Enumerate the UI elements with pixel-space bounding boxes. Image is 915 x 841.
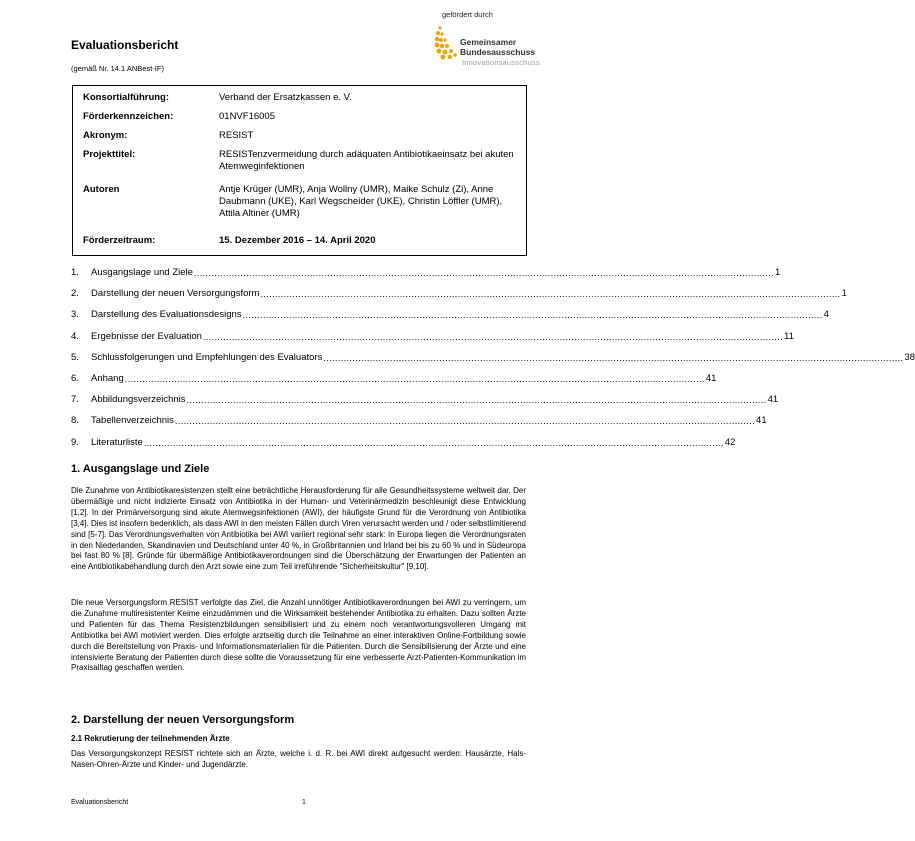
section-2-1-heading: 2.1 Rekrutierung der teilnehmenden Ärzte	[71, 734, 230, 743]
section-1-paragraph-2: Die neue Versorgungsform RESIST verfolgte das Ziel, die Anzahl unnötiger Antibiotikaverordnungen bei AWI zu verringern, um die Zunahme multiresistenter Keime einzudämmen und die Wirksamkeit bestehender Antibiotika zu erhalten. Dazu sollten Ärzte und Patienten für das Thema Resistenzbildungen sensibilisiert und zu einem noch verantwortungsvolleren Umgang mit Antibiotika bei AWI motiviert werden. Dies erfolgte arztseitig durch die Teilnahme an einer interaktiven Online-Fortbildung sowie durch die Bereitstellung von Praxis- und Informationsmaterialien für die Patienten. Durch die Sensibilisierung der Ärzte und eine intensivierte Beratung der Patienten durch diese sollte die Voraussetzung für eine verbesserte Arzt-Patienten-Kommunikation im Praxisalltag geschaffen werden.	[71, 598, 526, 673]
toc-number: 2.	[71, 288, 79, 300]
info-label: Förderzeitraum:	[83, 235, 156, 246]
toc-page-number: 4	[823, 309, 829, 321]
toc-page-number: 41	[705, 373, 717, 384]
toc-page-number: 1	[841, 288, 847, 300]
toc-leader-dots: ........................................................................................................................................................................................................	[174, 416, 756, 427]
info-label: Autoren	[83, 184, 120, 195]
toc-title: Abbildungsverzeichnis	[91, 394, 186, 406]
logo-name-line1: Gemeinsamer	[460, 37, 517, 47]
footer-page-number: 1	[302, 799, 306, 806]
toc-page-number: 1	[775, 267, 781, 278]
toc-leader-dots: ........................................................................................................................................................................................................	[124, 374, 705, 384]
project-info-box	[72, 85, 527, 256]
toc-entry[interactable]	[71, 308, 829, 322]
toc-page-number: 41	[756, 415, 767, 427]
info-label: Konsortialführung:	[83, 92, 170, 103]
toc-title: Anhang	[91, 373, 124, 384]
toc-leader-dots: ........................................................................................................................................................................................................	[186, 395, 767, 406]
toc-leader-dots: ........................................................................................................................................................................................................	[202, 331, 784, 342]
toc-title: Tabellenverzeichnis	[91, 415, 174, 427]
toc-title: Schlussfolgerungen und Empfehlungen des Evaluators	[91, 351, 323, 363]
info-value: RESISTenzvermeidung durch adäquaten Antibiotikaeinsatz bei akuten Atemweginfektionen	[219, 149, 514, 172]
toc-entry[interactable]	[71, 393, 779, 407]
info-value: Verband der Ersatzkassen e. V.	[219, 92, 352, 103]
toc-entry[interactable]	[71, 414, 767, 428]
toc-leader-dots: ........................................................................................................................................................................................................	[193, 268, 775, 278]
logo-name	[460, 38, 535, 57]
toc-number: 1.	[71, 267, 79, 278]
toc-title: Darstellung der neuen Versorgungsform	[91, 288, 260, 300]
document-title: Evaluationsbericht	[71, 38, 179, 52]
logo-name-line2: Bundesausschuss	[460, 46, 536, 57]
toc-number: 8.	[71, 415, 79, 427]
toc-entry[interactable]	[71, 351, 915, 365]
toc-number: 4.	[71, 330, 79, 342]
section-2-heading: 2. Darstellung der neuen Versorgungsform	[71, 714, 295, 726]
toc-entry[interactable]	[71, 287, 847, 301]
toc-page-number: 42	[724, 436, 736, 448]
info-label: Projekttitel:	[83, 149, 136, 160]
toc-entry[interactable]	[71, 330, 794, 344]
toc-number: 9.	[71, 436, 79, 448]
info-value: 01NVF16005	[219, 111, 275, 122]
toc-leader-dots: ........................................................................................................................................................................................................	[323, 352, 904, 363]
toc-entry[interactable]	[71, 266, 781, 280]
toc-title: Ausgangslage und Ziele	[91, 267, 193, 278]
toc-number: 3.	[71, 309, 79, 321]
info-label: Förderkennzeichen:	[83, 111, 174, 122]
toc-page-number: 41	[767, 394, 779, 406]
info-value: RESIST	[219, 130, 254, 141]
info-value: Antje Krüger (UMR), Anja Wollny (UMR), Maike Schulz (Zi), Anne Daubmann (UKE), Karl Wegscheider (UKE), Christin Löffler (UMR), Attila Altiner (UMR)	[219, 184, 503, 219]
info-label: Akronym:	[83, 130, 128, 141]
section-1-heading: 1. Ausgangslage und Ziele	[71, 463, 210, 475]
section-1-paragraph-1: Die Zunahme von Antibiotikaresistenzen stellt eine beträchtliche Herausforderung für alle Gesundheitssysteme weltweit dar. Der übermäßige und nicht indizierte Einsatz von Antibiotika in der Human- und Veterinärmedizin beschleunigt diese Entwicklung [1,2]. In der Primärversorgung sind akute Atemwegsinfektionen (AWI), der häufigste Grund für die Verordnung von Antibiotika [3,4]. Dies ist insofern bedenklich, als dass AWI in den meisten Fällen durch Viren verursacht werden und / oder selbstlimitierend sind [5-7]. Das Verordnungsverhalten von Antibiotika bei AWI variiert regional sehr stark: In Europa liegen die Verordnungsraten in den Niederlanden, Skandinavien und Deutschland unter 40 %, in Großbritannien und Irland bei bis zu 60 % und in Südeuropa bei fast 80 % [8]. Gründe für übermäßige Antibiotikaverordnungen sind die Überschätzung der Erwartungen der Patienten an eine Antibiotikabehandlung durch den Arzt sowie eine zum Teil irreführende "Sicherheitskultur" [9,10].	[71, 486, 526, 572]
toc-leader-dots: ........................................................................................................................................................................................................	[260, 289, 841, 300]
toc-number: 5.	[71, 351, 79, 363]
toc-leader-dots: ........................................................................................................................................................................................................	[242, 310, 823, 321]
section-2-paragraph-1: Das Versorgungskonzept RESIST richtete sich an Ärzte, welche i. d. R. bei AWI direkt aufgesucht werden: Hausärzte, Hals-Nasen-Ohren-Ärzte und Kinder- und Jugendärzte.	[71, 749, 526, 769]
toc-title: Ergebnisse der Evaluation	[91, 330, 202, 342]
funded-by-label: gefördert durch	[442, 10, 493, 19]
footer-title: Evaluationsbericht	[71, 799, 129, 806]
logo-subline: Innovationsausschuss	[462, 58, 540, 67]
toc-title: Darstellung des Evaluationsdesigns	[91, 309, 242, 321]
info-value: 15. Dezember 2016 – 14. April 2020	[219, 235, 376, 246]
toc-entry[interactable]	[71, 436, 736, 450]
document-subtitle: (gemäß Nr. 14.1 ANBest-IF)	[71, 64, 164, 73]
toc-number: 7.	[71, 394, 79, 406]
toc-title: Literaturliste	[91, 436, 143, 448]
toc-page-number: 11	[784, 330, 794, 342]
toc-leader-dots: ........................................................................................................................................................................................................	[143, 437, 724, 448]
toc-page-number: 38	[904, 351, 915, 363]
toc-number: 6.	[71, 373, 79, 384]
toc-entry[interactable]	[71, 372, 717, 386]
